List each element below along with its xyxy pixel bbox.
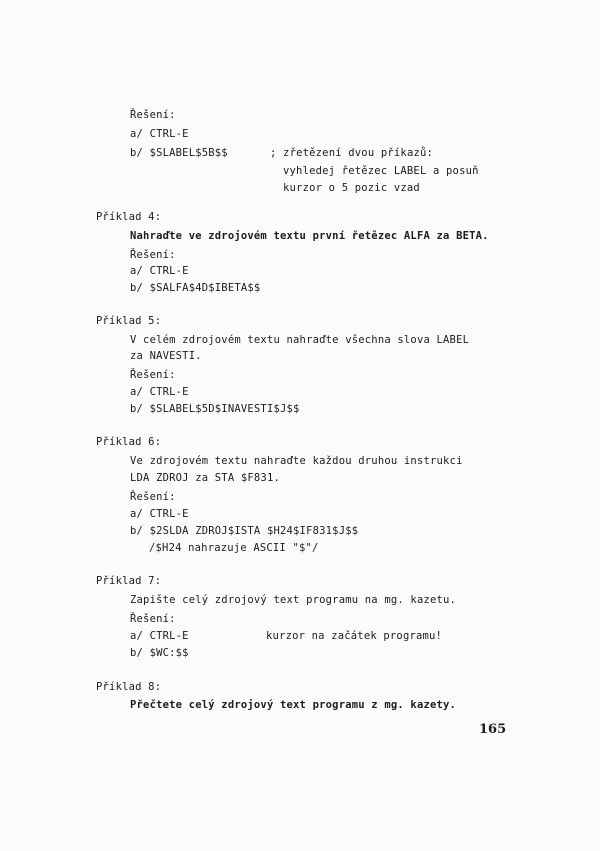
step-b: b/ $SALFA$4D$IBETA$$: [130, 282, 261, 294]
step-b: b/ $SLABEL$5B$$: [130, 147, 228, 159]
step-note: /$H24 nahrazuje ASCII "$"/: [149, 542, 319, 554]
comment-line: kurzor na začátek programu!: [266, 630, 443, 642]
reseni-label: Řešení:: [130, 109, 176, 121]
step-a: a/ CTRL-E: [130, 386, 189, 398]
example-heading: Příklad 5:: [96, 315, 162, 327]
step-a: a/ CTRL-E: [130, 508, 189, 520]
example-task: V celém zdrojovém textu nahraďte všechna slova LABEL: [130, 334, 470, 346]
example-heading: Příklad 7:: [96, 575, 162, 587]
step-a: a/ CTRL-E: [130, 265, 189, 277]
example-heading: Příklad 6:: [96, 436, 162, 448]
step-b: b/ $SLABEL$5D$INAVESTI$J$$: [130, 403, 300, 415]
comment-line: kurzor o 5 pozic vzad: [283, 182, 420, 194]
example-task: LDA ZDROJ za STA $F831.: [130, 472, 280, 484]
comment-line: vyhledej řetězec LABEL a posuň: [283, 165, 479, 177]
page-number: 165: [479, 722, 507, 737]
reseni-label: Řešení:: [130, 491, 176, 503]
example-heading: Příklad 8:: [96, 681, 162, 693]
reseni-label: Řešení:: [130, 613, 176, 625]
step-b: b/ $WC:$$: [130, 647, 189, 659]
step-b: b/ $2SLDA ZDROJ$ISTA $H24$IF831$J$$: [130, 525, 359, 537]
example-task: Nahraďte ve zdrojovém textu první řetězec ALFA za BETA.: [130, 230, 489, 242]
step-a: a/ CTRL-E: [130, 128, 189, 140]
example-task: Ve zdrojovém textu nahraďte každou druhou instrukci: [130, 455, 463, 467]
example-heading: Příklad 4:: [96, 211, 162, 223]
reseni-label: Řešení:: [130, 249, 176, 261]
step-a: a/ CTRL-E: [130, 630, 189, 642]
example-task: Zapište celý zdrojový text programu na mg. kazetu.: [130, 594, 457, 606]
example-task: za NAVESTI.: [130, 350, 202, 362]
reseni-label: Řešení:: [130, 369, 176, 381]
example-task: Přečtete celý zdrojový text programu z mg. kazety.: [130, 699, 457, 711]
comment-line: ; zřetězení dvou příkazů:: [270, 147, 434, 159]
